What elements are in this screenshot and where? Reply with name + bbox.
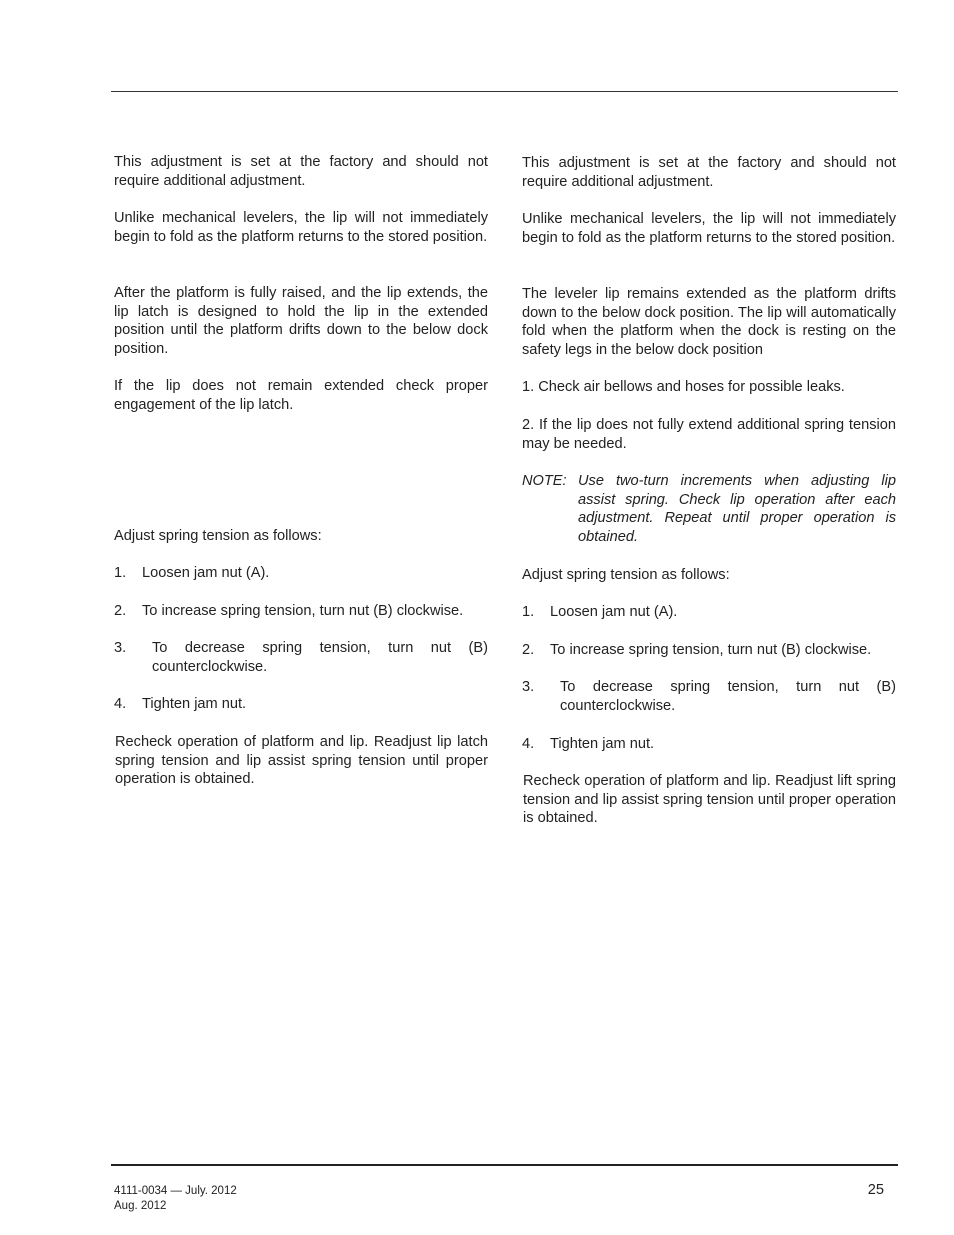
step-text: Tighten jam nut. (142, 696, 247, 712)
right-paragraph-leveler-lip: The leveler lip remains extended as the platform drifts down to the below dock position. The lip will automatically fold when the platform when the dock is resting on the safety legs in the below dock position (522, 286, 896, 359)
left-adjust-intro: Adjust spring tension as follows: (114, 528, 322, 544)
left-step-1 (114, 564, 488, 583)
header-rule (111, 91, 898, 92)
footer-revision-date: Aug. 2012 (114, 1200, 167, 1212)
footer-rule (111, 1164, 898, 1166)
left-paragraph-factory-set: This adjustment is set at the factory and should not require additional adjustment. (114, 154, 488, 189)
step-text: Tighten jam nut. (550, 736, 655, 752)
left-step-4 (114, 695, 488, 714)
right-check-air-bellows: 1. Check air bellows and hoses for possible leaks. (522, 379, 845, 395)
note-text: Use two-turn increments when adjusting lip assist spring. Check lip operation after each adjustment. Repeat until proper operation is obtained. (578, 473, 896, 546)
right-paragraph-lip-fold: Unlike mechanical levelers, the lip will not immediately begin to fold as the platform returns to the stored position. (522, 211, 896, 246)
footer-document-number: 4111-0034 — July. 2012 (114, 1185, 237, 1197)
step-text: To decrease spring tension, turn nut (B) counterclockwise. (560, 679, 896, 714)
left-paragraph-lip-fold: Unlike mechanical levelers, the lip will not immediately begin to fold as the platform returns to the stored position. (114, 210, 488, 245)
step-number: 2. (114, 603, 127, 619)
step-text: To increase spring tension, turn nut (B) clockwise. (550, 642, 872, 658)
step-text: Loosen jam nut (A). (142, 565, 270, 581)
right-adjust-intro: Adjust spring tension as follows: (522, 567, 730, 583)
right-step-2 (522, 641, 896, 660)
step-number: 4. (522, 736, 535, 752)
right-note (522, 472, 896, 547)
step-number: 3. (522, 679, 535, 695)
step-number: 1. (522, 604, 535, 620)
note-label: NOTE: (522, 473, 567, 489)
step-number: 1. (114, 565, 127, 581)
left-paragraph-lip-latch: After the platform is fully raised, and the lip extends, the lip latch is designed to hold the lip in the extended position until the platform drifts down to the below dock position. (114, 285, 488, 358)
right-closing-paragraph: Recheck operation of platform and lip. Readjust lift spring tension and lip assist spring tension until proper operation is obtained. (523, 773, 896, 827)
left-step-2 (114, 602, 488, 621)
right-step-1 (522, 603, 896, 622)
right-check-spring-tension: 2. If the lip does not fully extend additional spring tension may be needed. (522, 417, 896, 452)
step-text: To increase spring tension, turn nut (B) clockwise. (142, 603, 464, 619)
right-paragraph-factory-set: This adjustment is set at the factory and should not require additional adjustment. (522, 155, 896, 190)
right-step-4 (522, 735, 896, 754)
step-number: 4. (114, 696, 127, 712)
left-paragraph-check-latch: If the lip does not remain extended check proper engagement of the lip latch. (114, 378, 488, 413)
step-text: Loosen jam nut (A). (550, 604, 678, 620)
step-text: To decrease spring tension, turn nut (B) counterclockwise. (152, 640, 488, 675)
right-step-3 (522, 678, 896, 715)
page-number: 25 (867, 1182, 884, 1198)
step-number: 3. (114, 640, 127, 656)
left-step-3 (114, 639, 488, 676)
step-number: 2. (522, 642, 535, 658)
left-closing-paragraph: Recheck operation of platform and lip. Readjust lip latch spring tension and lip assist spring tension until proper operation is obtained. (115, 734, 488, 788)
